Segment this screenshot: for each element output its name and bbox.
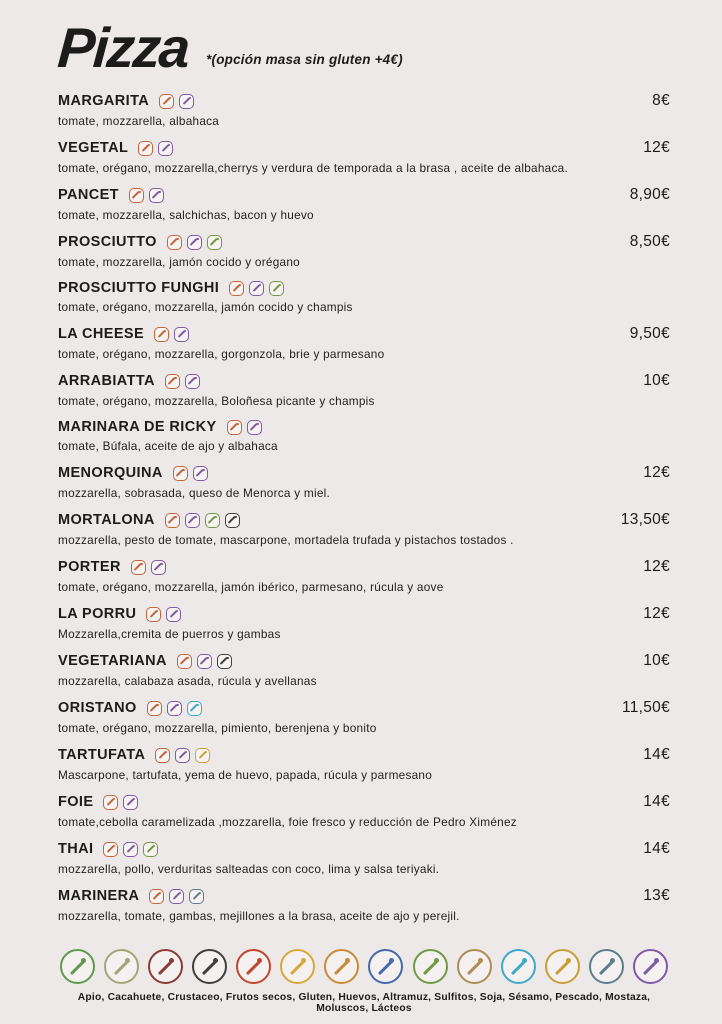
allergen-soja-icon bbox=[413, 949, 448, 984]
allergen-lacteos-icon bbox=[151, 560, 166, 575]
item-price: 13€ bbox=[643, 887, 670, 904]
menu-header bbox=[55, 16, 670, 79]
menu-item-row bbox=[58, 652, 670, 670]
item-name: PORTER bbox=[58, 559, 121, 575]
item-allergen-icons bbox=[149, 889, 204, 904]
item-description: tomate, mozzarella, salchichas, bacon y huevo bbox=[58, 207, 314, 222]
menu-item-row bbox=[58, 746, 670, 764]
menu-item-row bbox=[58, 280, 670, 296]
allergen-gluten-icon bbox=[131, 560, 146, 575]
item-allergen-icons bbox=[154, 327, 189, 342]
allergen-gluten-icon bbox=[103, 842, 118, 857]
item-price: 12€ bbox=[643, 558, 670, 575]
allergen-gluten-icon bbox=[173, 466, 188, 481]
item-allergen-icons bbox=[159, 94, 194, 109]
menu-item bbox=[58, 325, 670, 361]
menu-item bbox=[58, 746, 670, 782]
allergen-soja-icon bbox=[143, 842, 158, 857]
allergen-lacteos-icon bbox=[166, 607, 181, 622]
allergen-gluten-icon bbox=[149, 889, 164, 904]
item-price: 8,90€ bbox=[629, 186, 670, 203]
item-description: tomate,cebolla caramelizada ,mozzarella, foie fresco y reducción de Pedro Ximénez bbox=[58, 814, 517, 829]
item-description: mozzarella, pollo, verduritas salteadas con coco, lima y salsa teriyaki. bbox=[58, 861, 440, 876]
item-description: mozzarella, pesto de tomate, mascarpone, mortadela trufada y pistachos tostados . bbox=[58, 532, 514, 547]
item-allergen-icons bbox=[103, 795, 138, 810]
item-price: 11,50€ bbox=[621, 699, 670, 716]
allergen-gluten-icon bbox=[155, 748, 170, 763]
item-price: 10€ bbox=[643, 652, 670, 669]
page-title: Pizza bbox=[55, 16, 191, 79]
allergen-sesamo-icon bbox=[457, 949, 492, 984]
item-price: 10€ bbox=[643, 372, 670, 389]
allergen-lacteos-icon bbox=[187, 235, 202, 250]
item-description: tomate, Búfala, aceite de ajo y albahaca bbox=[58, 438, 278, 453]
allergen-lacteos-icon bbox=[123, 842, 138, 857]
item-allergen-icons bbox=[129, 188, 164, 203]
item-allergen-icons bbox=[147, 701, 202, 716]
menu-item-row bbox=[58, 233, 670, 251]
allergen-frutos-secos-icon bbox=[192, 949, 227, 984]
legend-icons bbox=[58, 949, 670, 984]
menu-item-row bbox=[58, 558, 670, 576]
item-price: 14€ bbox=[643, 840, 670, 857]
menu-item bbox=[58, 280, 670, 314]
allergen-lacteos-icon bbox=[175, 748, 190, 763]
item-name: ARRABIATTA bbox=[58, 373, 155, 389]
page-subtitle: *(opción masa sin gluten +4€) bbox=[206, 52, 403, 67]
allergen-lacteos-icon bbox=[174, 327, 189, 342]
allergen-frutos_secos-icon bbox=[217, 654, 232, 669]
item-price: 8€ bbox=[652, 92, 670, 109]
item-name: LA CHEESE bbox=[58, 326, 145, 342]
item-name: MENORQUINA bbox=[58, 465, 163, 481]
allergen-gluten-icon bbox=[159, 94, 174, 109]
item-name: MARGARITA bbox=[58, 93, 150, 109]
menu-item bbox=[58, 652, 670, 688]
allergen-gluten-icon bbox=[165, 513, 180, 528]
allergen-gluten-icon bbox=[129, 188, 144, 203]
item-description: mozzarella, tomate, gambas, mejillones a la brasa, aceite de ajo y perejil. bbox=[58, 908, 460, 923]
menu-item bbox=[58, 793, 670, 829]
item-description: tomate, mozzarella, albahaca bbox=[58, 113, 220, 128]
allergen-gluten-icon bbox=[236, 949, 271, 984]
item-price: 14€ bbox=[643, 793, 670, 810]
allergen-huevos-icon bbox=[195, 748, 210, 763]
item-allergen-icons bbox=[146, 607, 181, 622]
allergen-lacteos-icon bbox=[633, 949, 668, 984]
item-price: 12€ bbox=[643, 139, 670, 156]
item-name: FOIE bbox=[58, 794, 94, 810]
allergen-legend bbox=[58, 949, 670, 1024]
item-price: 12€ bbox=[643, 605, 670, 622]
menu-item-row bbox=[58, 887, 670, 905]
allergen-pescado-icon bbox=[187, 701, 202, 716]
allergen-huevos-icon bbox=[280, 949, 315, 984]
item-description: tomate, orégano, mozzarella, gorgonzola, brie y parmesano bbox=[58, 346, 385, 361]
allergen-lacteos-icon bbox=[249, 281, 264, 296]
allergen-lacteos-icon bbox=[185, 374, 200, 389]
menu-item bbox=[58, 233, 670, 269]
menu-item bbox=[58, 139, 670, 175]
item-description: tomate, orégano, mozzarella, jamón ibérico, parmesano, rúcula y aove bbox=[58, 579, 444, 594]
allergen-gluten-icon bbox=[227, 420, 242, 435]
allergen-frutos_secos-icon bbox=[225, 513, 240, 528]
item-name: LA PORRU bbox=[58, 606, 137, 622]
item-allergen-icons bbox=[138, 141, 173, 156]
item-description: mozzarella, sobrasada, queso de Menorca y miel. bbox=[58, 485, 331, 500]
allergen-crustaceo-icon bbox=[148, 949, 183, 984]
allergen-gluten-icon bbox=[103, 795, 118, 810]
item-allergen-icons bbox=[103, 842, 158, 857]
allergen-gluten-icon bbox=[167, 235, 182, 250]
item-name: MARINARA DE RICKY bbox=[58, 419, 217, 435]
menu-item bbox=[58, 558, 670, 594]
item-price: 8,50€ bbox=[629, 233, 670, 250]
menu-item-row bbox=[58, 511, 670, 529]
allergen-gluten-icon bbox=[146, 607, 161, 622]
allergen-cacahuete-icon bbox=[104, 949, 139, 984]
item-allergen-icons bbox=[229, 281, 284, 296]
menu-list bbox=[58, 92, 670, 934]
item-name: MARINERA bbox=[58, 888, 140, 904]
allergen-gluten-icon bbox=[165, 374, 180, 389]
menu-item bbox=[58, 186, 670, 222]
allergen-apio-icon bbox=[60, 949, 95, 984]
item-allergen-icons bbox=[167, 235, 222, 250]
menu-item-row bbox=[58, 605, 670, 623]
allergen-sulfitos-icon bbox=[368, 949, 403, 984]
menu-item-row bbox=[58, 325, 670, 343]
menu-item bbox=[58, 464, 670, 500]
menu-item-row bbox=[58, 372, 670, 390]
allergen-gluten-icon bbox=[229, 281, 244, 296]
allergen-lacteos-icon bbox=[193, 466, 208, 481]
item-name: MORTALONA bbox=[58, 512, 155, 528]
item-name: PROSCIUTTO FUNGHI bbox=[58, 280, 220, 296]
item-price: 14€ bbox=[643, 746, 670, 763]
item-name: THAI bbox=[58, 841, 94, 857]
allergen-moluscos-icon bbox=[589, 949, 624, 984]
allergen-lacteos-icon bbox=[169, 889, 184, 904]
menu-item-row bbox=[58, 186, 670, 204]
allergen-lacteos-icon bbox=[197, 654, 212, 669]
item-price: 13,50€ bbox=[620, 511, 670, 528]
menu-item bbox=[58, 699, 670, 735]
allergen-lacteos-icon bbox=[179, 94, 194, 109]
menu-item bbox=[58, 419, 670, 453]
allergen-gluten-icon bbox=[138, 141, 153, 156]
item-allergen-icons bbox=[227, 420, 262, 435]
allergen-mostaza-icon bbox=[545, 949, 580, 984]
menu-item-row bbox=[58, 793, 670, 811]
item-allergen-icons bbox=[155, 748, 210, 763]
item-price: 12€ bbox=[643, 464, 670, 481]
menu-item-row bbox=[58, 699, 670, 717]
allergen-soja-icon bbox=[205, 513, 220, 528]
menu-item bbox=[58, 605, 670, 641]
item-description: mozzarella, calabaza asada, rúcula y avellanas bbox=[58, 673, 317, 688]
item-name: ORISTANO bbox=[58, 700, 137, 716]
allergen-lacteos-icon bbox=[247, 420, 262, 435]
legend-caption: Apio, Cacahuete, Crustaceo, Frutos secos, Gluten, Huevos, Altramuz, Sulfitos, Soja, Sésamo, Pescado, Mostaza, Moluscos, Lácteos bbox=[77, 992, 651, 1014]
item-allergen-icons bbox=[165, 374, 200, 389]
menu-item bbox=[58, 92, 670, 128]
menu-item-row bbox=[58, 419, 670, 435]
allergen-lacteos-icon bbox=[123, 795, 138, 810]
allergen-gluten-icon bbox=[177, 654, 192, 669]
allergen-altramuz-icon bbox=[324, 949, 359, 984]
item-name: PROSCIUTTO bbox=[58, 234, 157, 250]
allergen-lacteos-icon bbox=[185, 513, 200, 528]
menu-item bbox=[58, 840, 670, 876]
allergen-soja-icon bbox=[207, 235, 222, 250]
item-allergen-icons bbox=[173, 466, 208, 481]
menu-item-row bbox=[58, 464, 670, 482]
allergen-moluscos-icon bbox=[189, 889, 204, 904]
item-description: tomate, orégano, mozzarella, pimiento, berenjena y bonito bbox=[58, 720, 377, 735]
item-description: tomate, orégano, mozzarella,cherrys y verdura de temporada a la brasa , aceite de albahaca. bbox=[58, 160, 568, 175]
item-name: PANCET bbox=[58, 187, 119, 203]
item-allergen-icons bbox=[165, 513, 240, 528]
allergen-gluten-icon bbox=[147, 701, 162, 716]
item-description: tomate, mozzarella, jamón cocido y orégano bbox=[58, 254, 300, 269]
allergen-lacteos-icon bbox=[167, 701, 182, 716]
item-name: VEGETARIANA bbox=[58, 653, 167, 669]
item-price: 9,50€ bbox=[629, 325, 670, 342]
menu-item bbox=[58, 887, 670, 923]
menu-item-row bbox=[58, 139, 670, 157]
item-name: TARTUFATA bbox=[58, 747, 146, 763]
allergen-lacteos-icon bbox=[149, 188, 164, 203]
item-description: tomate, orégano, mozzarella, jamón cocido y champis bbox=[58, 299, 353, 314]
menu-item-row bbox=[58, 840, 670, 858]
allergen-gluten-icon bbox=[154, 327, 169, 342]
item-allergen-icons bbox=[177, 654, 232, 669]
allergen-lacteos-icon bbox=[158, 141, 173, 156]
allergen-pescado-icon bbox=[501, 949, 536, 984]
item-name: VEGETAL bbox=[58, 140, 129, 156]
item-description: Mozzarella,cremita de puerros y gambas bbox=[58, 626, 281, 641]
menu-item bbox=[58, 511, 670, 547]
item-description: Mascarpone, tartufata, yema de huevo, papada, rúcula y parmesano bbox=[58, 767, 433, 782]
item-allergen-icons bbox=[131, 560, 166, 575]
menu-item-row bbox=[58, 92, 670, 110]
allergen-soja-icon bbox=[269, 281, 284, 296]
item-description: tomate, orégano, mozzarella, Boloñesa picante y champis bbox=[58, 393, 375, 408]
menu-item bbox=[58, 372, 670, 408]
